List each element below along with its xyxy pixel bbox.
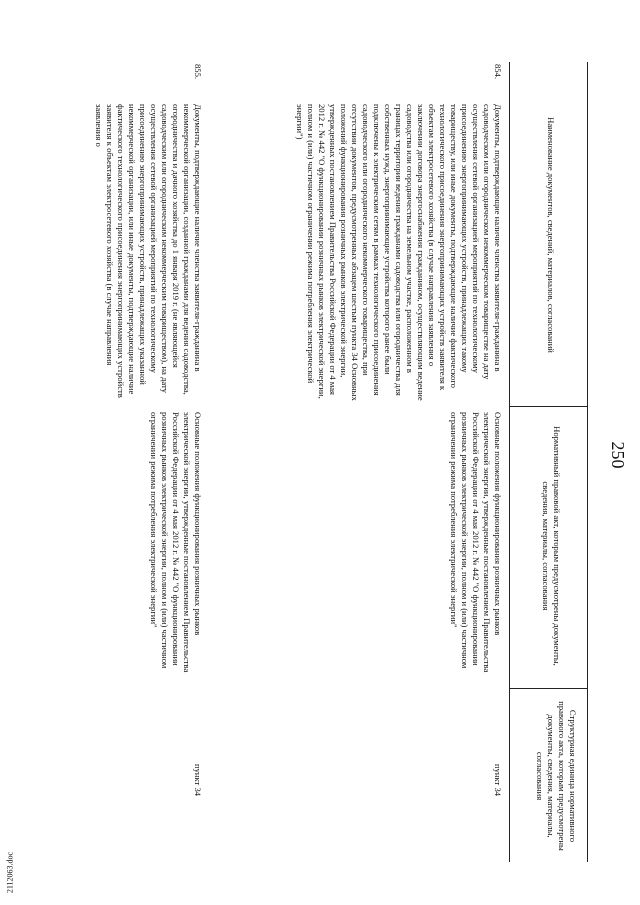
header-name: Наименование документов, сведений, материалов, согласований: [546, 117, 556, 353]
page-number: 250: [608, 441, 628, 469]
file-name-footer: [2, 848, 16, 900]
column-divider-2: [510, 688, 588, 689]
row-name: Документы, подтверждающие наличие членства заявителя-гражданина в некоммерческой организации, созданной гражданами для ведения садоводства, огородничества и дачного хозяйства до 1 января 2019 г. (не являющейся садоводческим или огородническим некоммерческим товариществом), на дату осуществления сетевой организацией мероприятий по технологическому присоединению энергопринимающих устройств, принадлежащих указанной некоммерческой организации, или иные документы, подтверждающие наличие фактического технологического присоединения энергопринимающих устройств заявителя к объектам электросетевого хозяйства (в случае направления заявления о: [94, 104, 203, 398]
row-act: Основные положения функционирования розничных рынков электрической энергии, утвержденные постановлением Правительства Российской Федерации от 4 мая 2012 г. № 442 "О функционировании розничных рынков электрической энергии, полном и (или) частичном ограничении режима потребления электрической энергии": [449, 412, 503, 673]
header-act: Нормативный правовой акт, которым предусмотрены документы, сведения, материалы, согласования: [541, 426, 562, 666]
row-number: 855.: [193, 64, 203, 80]
row-number: 854.: [493, 64, 503, 80]
file-name: 2112063.doc: [5, 851, 15, 894]
row-name: Документы, подтверждающие наличие членства заявителя-гражданина в садоводческом или огородническом некоммерческом товариществе на дату осуществления сетевой организацией мероприятий по технологическому присоединению энергопринимающих устройств, принадлежащих такому товариществу, или иные документы, подтверждающие наличие фактического технологического присоединения энергопринимающих устройств заявителя к объектам электросетевого хозяйства (в случае направления заявления о заключении договора энергоснабжения гражданином, осуществляющим ведение садоводства или огородничества на земельном участке, расположенном в границах территории ведения гражданами садоводства или огородничества для собственных нужд, энергопринимающие устройства которого ранее были подключены к электрическим сетям в рамках технологического присоединения садоводческого или огороднического некоммерческого товарищества, при отсутствии документов, предусмотренных абзацем шестым пункта 34 Основных положений функционирования розничных рынков электрической энергии, утвержденных постановлением Правительства Российской Федерации от 4 мая 2012 г. № 442 "О функционировании розничных рынков электрической энергии, полном и (или) частичном ограничении режима потребления электрической энергии"): [295, 104, 503, 401]
header-bottom-rule: [509, 62, 510, 862]
table-top-rule: [587, 62, 588, 862]
column-divider-1: [510, 406, 588, 407]
row-unit: пункт 34: [193, 764, 203, 797]
row-act: Основные положения функционирования розничных рынков электрической энергии, утвержденные постановлением Правительства Российской Федерации от 4 мая 2012 г. № 442 "О функционировании розничных рынков электрической энергии, полном и (или) частичном ограничении режима потребления электрической энергии": [149, 412, 203, 673]
header-unit: Структурная единица нормативного правового акта, которым предусмотрены документы, сведения, материалы, согласования: [535, 701, 578, 851]
row-unit: пункт 34: [493, 764, 503, 797]
